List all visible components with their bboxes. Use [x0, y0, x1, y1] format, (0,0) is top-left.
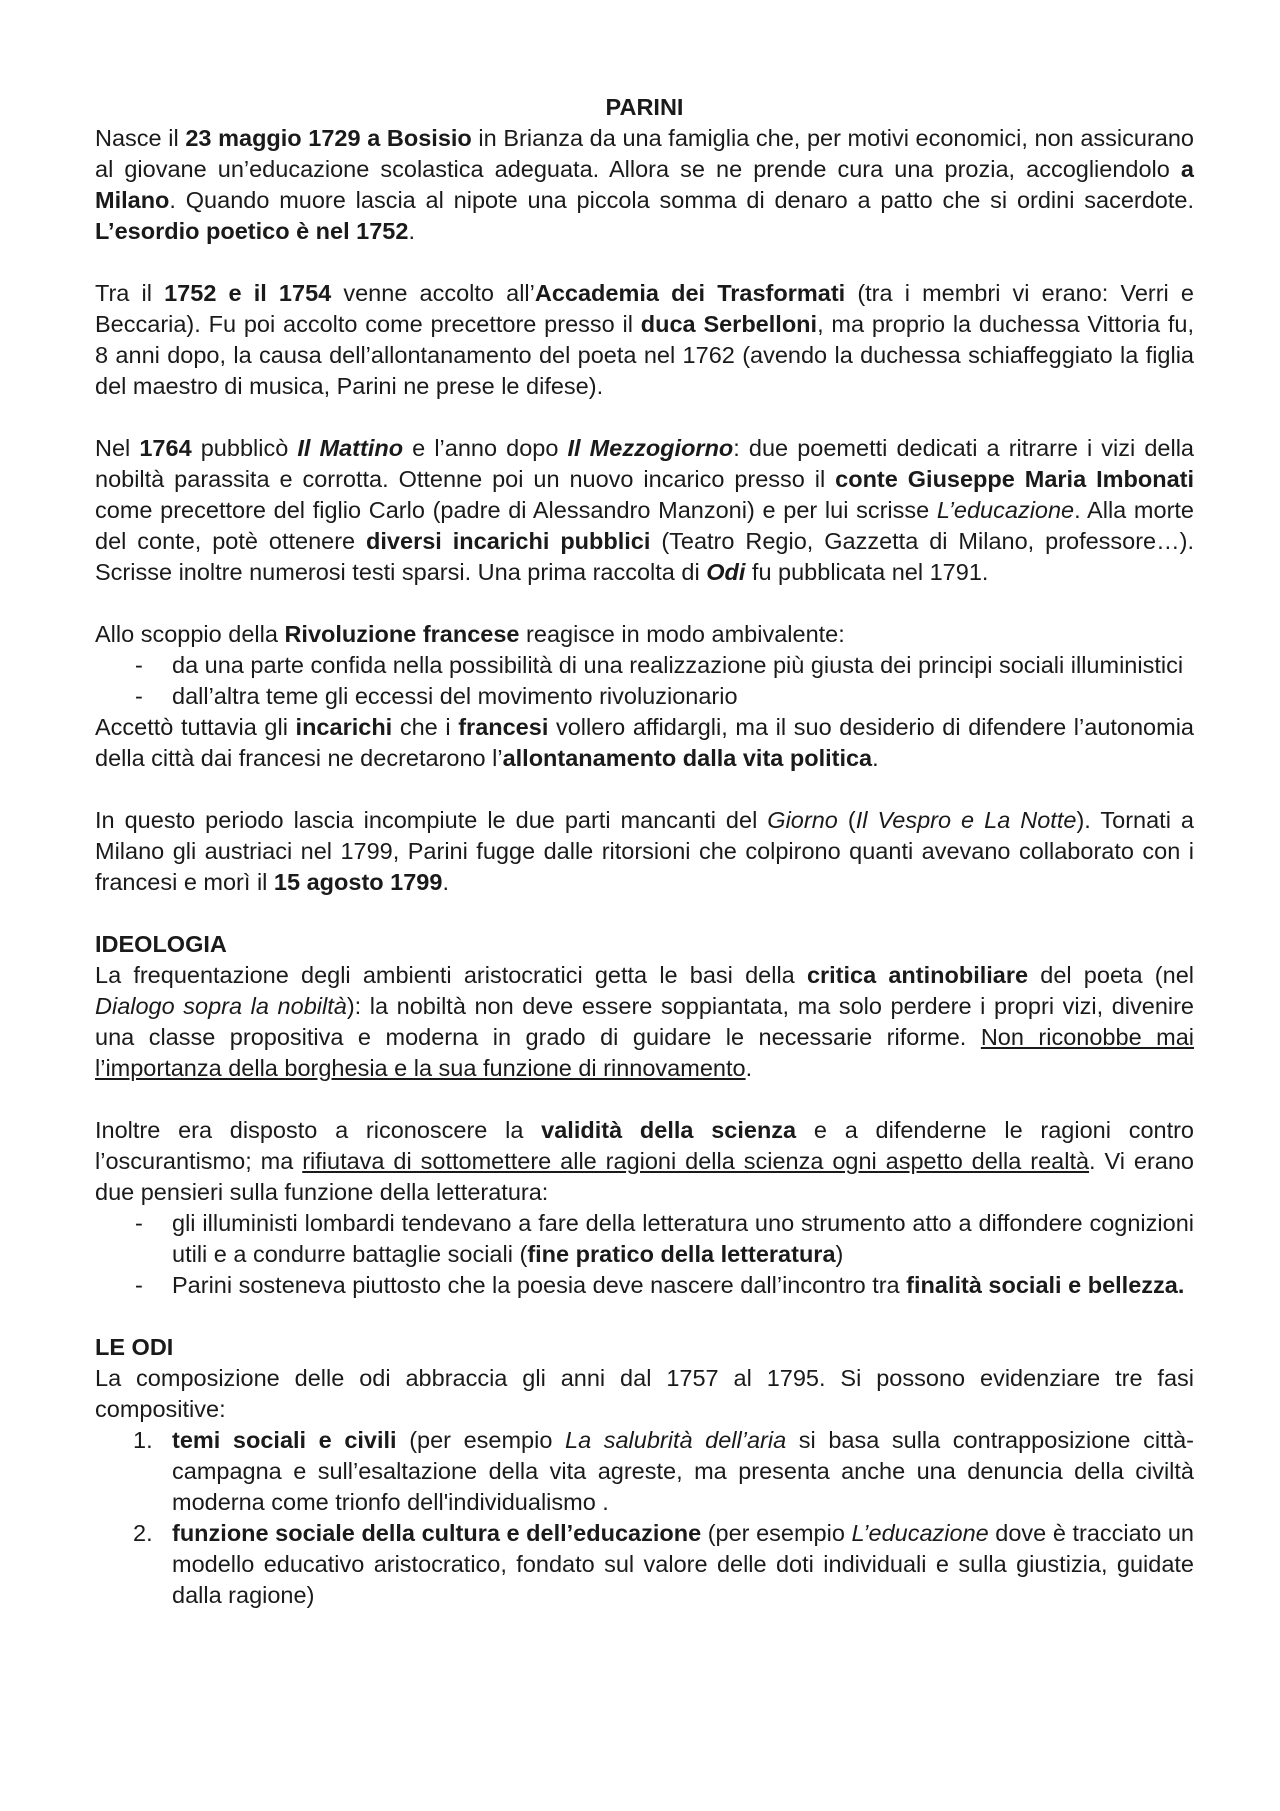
text-run: e a difenderne le ragioni contro l’oscurantismo; ma — [95, 1117, 1195, 1174]
bio-paragraph-6 — [95, 805, 1194, 898]
bio-paragraph-2 — [95, 278, 1194, 402]
emphasis-text: fine pratico della letteratura — [527, 1241, 836, 1267]
emphasis-text: temi sociali e civili — [172, 1427, 397, 1453]
text-run: : due poemetti dedicati a ritrarre i vizi della nobiltà parassita e corrotta. Ottenne poi un nuovo incarico presso il — [95, 435, 1194, 492]
list-number: 1. — [133, 1427, 153, 1453]
list-item — [95, 1208, 1194, 1270]
text-run: . — [745, 1055, 753, 1081]
text-run: gli illuministi lombardi tendevano a fare della letteratura uno strumento atto a diffondere cognizioni utili e a condurre battaglie sociali ( — [172, 1210, 1194, 1267]
emphasis-text: rifiutava di sottomettere alle ragioni della scienza ogni aspetto della realtà — [302, 1148, 1090, 1174]
emphasis-text: Dialogo sopra la nobiltà — [95, 993, 347, 1019]
text-run: Nasce il — [95, 125, 186, 151]
emphasis-text: validità della scienza — [541, 1117, 797, 1143]
bio-paragraph-1 — [95, 123, 1194, 247]
section-heading-ideologia: IDEOLOGIA — [95, 931, 227, 957]
text-run: vollero affidargli, ma il suo desiderio di difendere l’autonomia della città dai francesi ne decretarono l’ — [95, 714, 1194, 771]
emphasis-text: finalità sociali e bellezza. — [906, 1272, 1185, 1298]
text-run: ) — [835, 1241, 844, 1267]
emphasis-text: Non riconobbe mai l’importanza della borghesia e la sua funzione di rinnovamento — [95, 1024, 1194, 1081]
bio-paragraph-4 — [95, 619, 1194, 650]
spacer — [95, 588, 1194, 619]
text-run: . Alla morte del conte, potè ottenere — [95, 497, 1194, 554]
emphasis-text: 15 agosto 1799 — [273, 869, 443, 895]
spacer — [95, 774, 1194, 805]
text-run: come precettore del figlio Carlo (padre di Alessandro Manzoni) e per lui scrisse — [95, 497, 937, 523]
emphasis-text: Il Mattino — [297, 435, 404, 461]
text-run: in Brianza da una famiglia che, per motivi economici, non assicurano al giovane un’educazione scolastica adeguata. Allora se ne prende cura una prozia, accogliendolo — [95, 125, 1194, 182]
text-run: La frequentazione degli ambienti aristocratici getta le basi della — [95, 962, 807, 988]
list-item — [95, 650, 1194, 681]
emphasis-text: funzione sociale della cultura e dell’educazione — [172, 1520, 702, 1546]
list-item — [95, 1518, 1194, 1611]
text-run: Nel — [95, 435, 140, 461]
bio-paragraph-5 — [95, 712, 1194, 774]
text-run: Allo scoppio della — [95, 621, 285, 647]
page-title: PARINI — [605, 94, 684, 120]
emphasis-text: critica antinobiliare — [806, 962, 1029, 988]
spacer — [95, 898, 1194, 929]
emphasis-text: a Milano — [95, 156, 1194, 213]
emphasis-text: duca Serbelloni — [640, 311, 818, 337]
phases-list — [95, 1425, 1194, 1611]
emphasis-text: conte Giuseppe Maria Imbonati — [835, 466, 1194, 492]
text-run: La composizione delle odi abbraccia gli anni dal 1757 al 1795. Si possono evidenziare tre fasi compositive: — [95, 1365, 1194, 1422]
ideologia-paragraph-1 — [95, 960, 1194, 1084]
spacer — [95, 1301, 1194, 1332]
emphasis-text: francesi — [458, 714, 549, 740]
emphasis-text: L’educazione — [851, 1520, 989, 1546]
text-run: Tra il — [95, 280, 165, 306]
revolution-list — [95, 650, 1194, 712]
text-run: reagisce in modo ambivalente: — [519, 621, 845, 647]
emphasis-text: diversi incarichi pubblici — [366, 528, 651, 554]
list-item-text — [172, 1520, 1194, 1608]
text-run: . — [872, 745, 879, 771]
odi-paragraph-1 — [95, 1363, 1194, 1425]
emphasis-text: Il Mezzogiorno — [567, 435, 734, 461]
spacer — [95, 1084, 1194, 1115]
text-run: Accettò tuttavia gli — [95, 714, 296, 740]
text-run: venne accolto all’ — [331, 280, 535, 306]
emphasis-text: Rivoluzione francese — [284, 621, 520, 647]
section-heading-odi: LE ODI — [95, 1334, 174, 1360]
emphasis-text: Il Vespro e La Notte — [855, 807, 1077, 833]
emphasis-text: allontanamento dalla vita politica — [502, 745, 873, 771]
list-item — [95, 1425, 1194, 1518]
text-run: fu pubblicata nel 1791. — [745, 559, 989, 585]
list-item-text — [172, 1427, 1194, 1515]
text-run: e l’anno dopo — [403, 435, 568, 461]
text-run: del poeta (nel — [1028, 962, 1194, 988]
text-run: dove è tracciato un modello educativo aristocratico, fondato sul valore delle doti individuali e sulla giustizia, guidate dalla ragione) — [172, 1520, 1194, 1608]
text-run: Inoltre era disposto a riconoscere la — [95, 1117, 542, 1143]
list-number: 2. — [133, 1520, 153, 1546]
emphasis-text: 23 maggio 1729 a Bosisio — [185, 125, 472, 151]
emphasis-text: Accademia dei Trasformati — [534, 280, 846, 306]
spacer — [95, 402, 1194, 433]
emphasis-text: L’educazione — [936, 497, 1075, 523]
text-run: pubblicò — [191, 435, 298, 461]
text-run: Parini sosteneva piuttosto che la poesia deve nascere dall’incontro tra — [172, 1272, 907, 1298]
text-run: che i — [392, 714, 459, 740]
text-run: . — [408, 218, 415, 244]
emphasis-text: L’esordio poetico è nel 1752 — [95, 218, 409, 244]
list-item — [95, 1270, 1194, 1301]
text-run: , ma proprio la duchessa Vittoria fu, 8 anni dopo, la causa dell’allontanamento del poeta nel 1762 (avendo la duchessa schiaffeggiato la figlia del maestro di musica, Parini ne prese le difese). — [95, 311, 1194, 399]
bio-paragraph-3 — [95, 433, 1194, 588]
text-run: ( — [837, 807, 856, 833]
text-run: da una parte confida nella possibilità di una realizzazione più giusta dei principi sociali illuministici — [172, 652, 1184, 678]
text-run: (per esempio — [701, 1520, 852, 1546]
emphasis-text: incarichi — [295, 714, 393, 740]
text-run: In questo periodo lascia incompiute le due parti mancanti del — [95, 807, 768, 833]
text-run: (tra i membri vi erano: Verri e Beccaria). Fu poi accolto come precettore presso il — [95, 280, 1194, 337]
emphasis-text: La salubrità dell’aria — [565, 1427, 787, 1453]
text-run: . Vi erano due pensieri sulla funzione della letteratura: — [95, 1148, 1194, 1205]
emphasis-text: Odi — [706, 559, 746, 585]
emphasis-text: Giorno — [767, 807, 838, 833]
text-run: . Quando muore lascia al nipote una piccola somma di denaro a patto che si ordini sacerdote. — [169, 187, 1194, 213]
emphasis-text: 1752 e il 1754 — [164, 280, 332, 306]
text-run: (per esempio — [396, 1427, 565, 1453]
literature-list — [95, 1208, 1194, 1301]
spacer — [95, 247, 1194, 278]
text-run: dall’altra teme gli eccessi del movimento rivoluzionario — [172, 683, 738, 709]
ideologia-paragraph-2 — [95, 1115, 1194, 1208]
emphasis-text: 1764 — [139, 435, 192, 461]
text-run: ): la nobiltà non deve essere soppiantata, ma solo perdere i propri vizi, divenire una classe propositiva e moderna in grado di guidare le necessarie riforme. — [95, 993, 1195, 1050]
text-run: ). Tornati a Milano gli austriaci nel 1799, Parini fugge dalle ritorsioni che colpirono quanti avevano collaborato con i francesi e morì il — [95, 807, 1194, 895]
text-run: (Teatro Regio, Gazzetta di Milano, professore…). Scrisse inoltre numerosi testi sparsi. Una prima raccolta di — [95, 528, 1194, 585]
list-item — [95, 681, 1194, 712]
text-run: . — [442, 869, 449, 895]
text-run: si basa sulla contrapposizione città-campagna e sull’esaltazione della vita agreste, ma presenta anche una denuncia della civiltà moderna come trionfo dell'individualismo . — [172, 1427, 1194, 1515]
